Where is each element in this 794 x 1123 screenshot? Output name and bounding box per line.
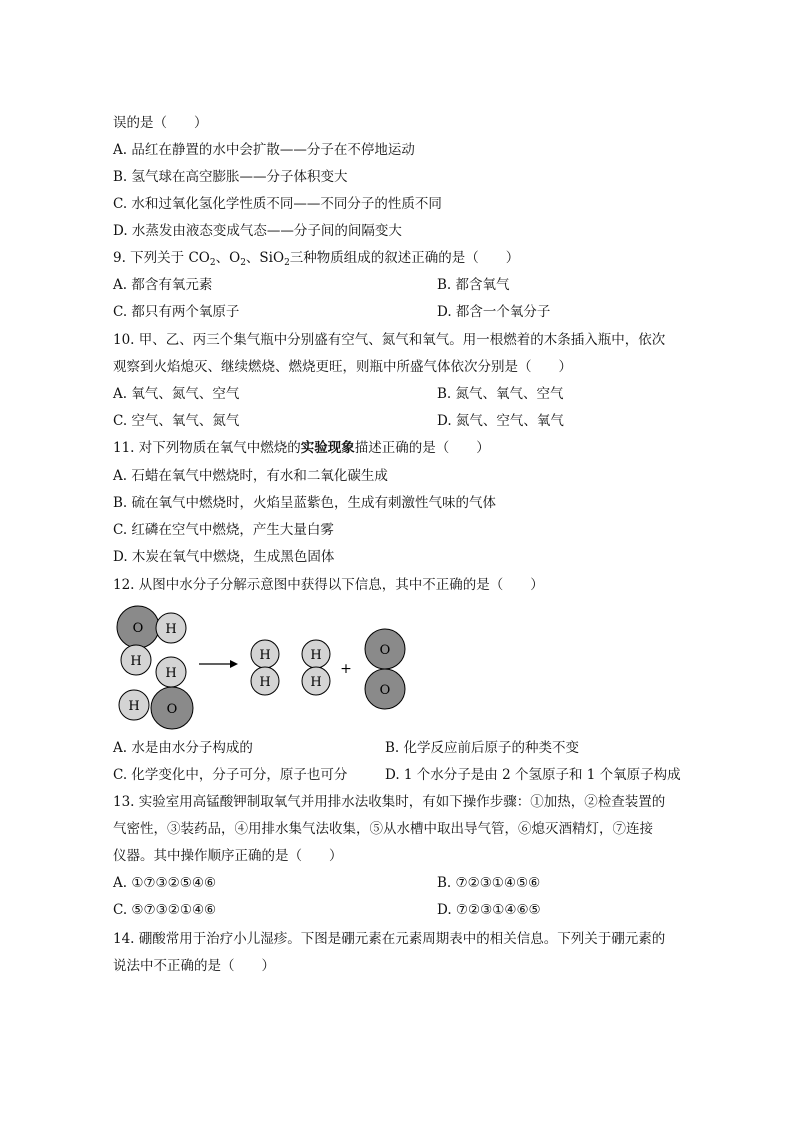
q12-option-a: A. 水是由水分子构成的 (113, 740, 253, 756)
q12-option-b: B. 化学反应前后原子的种类不变 (385, 740, 580, 756)
atom-label: O (379, 683, 391, 698)
q9-stem (113, 249, 519, 267)
atom-label: H (165, 666, 177, 681)
q13-stem-line2: 气密性，③装药品，④用排水集气法收集，⑤从水槽中取出导气管，⑥熄灭酒精灯，⑦连接 (113, 821, 653, 837)
atom-label: O (379, 643, 391, 658)
q9-stem-part: 三种物质组成的叙述正确的是（ ） (289, 250, 520, 266)
q11-option-b: B. 硫在氧气中燃烧时，火焰呈蓝紫色，生成有刺激性气味的气体 (113, 495, 497, 511)
q11-option-c: C. 红磷在空气中燃烧，产生大量白雾 (113, 522, 334, 538)
q9-subscript: 2 (284, 258, 290, 268)
q9-option-d: D. 都含一个氧分子 (437, 304, 551, 320)
q9-option-a: A. 都含有氧元素 (113, 277, 213, 293)
q10-option-a: A. 氧气、氮气、空气 (113, 386, 240, 402)
atom-label: H (259, 648, 271, 663)
q11-stem-post: 描述正确的是（ ） (354, 440, 490, 456)
atom-label: O (166, 702, 178, 717)
q9-option-b: B. 都含氧气 (437, 277, 510, 293)
q10-stem-line2: 观察到火焰熄灭、继续燃烧、燃烧更旺，则瓶中所盛气体依次分别是（ ） (113, 359, 572, 375)
q9-subscript: 2 (240, 258, 246, 268)
atom-label: H (165, 622, 177, 637)
q8-option-a: A. 品红在静置的水中会扩散——分子在不停地运动 (113, 142, 415, 158)
q11-option-a: A. 石蜡在氧气中燃烧时，有水和二氧化碳生成 (113, 468, 388, 484)
q9-stem-part: 、O (215, 250, 241, 266)
atom-label: H (128, 699, 140, 714)
atom-label: H (130, 654, 142, 669)
q12-stem: 12. 从图中水分子分解示意图中获得以下信息，其中不正确的是（ ） (113, 577, 544, 593)
q10-option-c: C. 空气、氧气、氮气 (113, 413, 240, 429)
atom-label: H (259, 675, 271, 690)
atom-label: H (310, 675, 322, 690)
q10-option-d: D. 氮气、空气、氧气 (437, 413, 564, 429)
q8-option-b: B. 氢气球在高空膨胀——分子体积变大 (113, 169, 348, 185)
arrow-head (230, 660, 238, 668)
q11-stem-emphasis: 实验现象 (300, 440, 355, 456)
q9-stem-part: 9. 下列关于 CO (113, 250, 210, 266)
q13-option-d: D. ⑦②③①④⑥⑤ (437, 902, 541, 918)
water-decomposition-diagram (110, 600, 420, 730)
q8-option-c: C. 水和过氧化氢化学性质不同——不同分子的性质不同 (113, 196, 442, 212)
q10-option-b: B. 氮气、氧气、空气 (437, 386, 564, 402)
atom-label: O (132, 621, 144, 636)
q13-stem-line1: 13. 实验室用高锰酸钾制取氧气并用排水法收集时，有如下操作步骤：①加热，②检查装置的 (113, 794, 666, 810)
atom-label: H (310, 648, 322, 663)
q9-subscript: 2 (209, 258, 216, 268)
q11-stem (113, 439, 490, 457)
q13-option-a: A. ①⑦③②⑤④⑥ (113, 875, 217, 891)
q9-stem-part: 、SiO (245, 250, 285, 266)
q14-stem-line1: 14. 硼酸常用于治疗小儿湿疹。下图是硼元素在元素周期表中的相关信息。下列关于硼元素的 (113, 931, 666, 947)
q13-option-b: B. ⑦②③①④⑤⑥ (437, 875, 541, 891)
q13-option-c: C. ⑤⑦③②①④⑥ (113, 902, 217, 918)
q13-stem-line3: 仪器。其中操作顺序正确的是（ ） (113, 848, 343, 864)
q11-stem-pre: 11. 对下列物质在氧气中燃烧的 (113, 440, 301, 456)
plus-sign: + (340, 661, 352, 677)
q8-stem-tail: 误的是（ ） (113, 115, 208, 131)
q8-option-d: D. 水蒸发由液态变成气态——分子间的间隔变大 (113, 223, 402, 239)
q12-option-d: D. 1 个水分子是由 2 个氢原子和 1 个氧原子构成 (385, 767, 681, 783)
q14-stem-line2: 说法中不正确的是（ ） (113, 958, 275, 974)
q10-stem-line1: 10. 甲、乙、丙三个集气瓶中分别盛有空气、氮气和氧气。用一根燃着的木条插入瓶中，依次 (113, 332, 666, 348)
q12-option-c: C. 化学变化中，分子可分，原子也可分 (113, 767, 348, 783)
q11-option-d: D. 木炭在氧气中燃烧，生成黑色固体 (113, 549, 335, 565)
q9-option-c: C. 都只有两个氧原子 (113, 304, 240, 320)
